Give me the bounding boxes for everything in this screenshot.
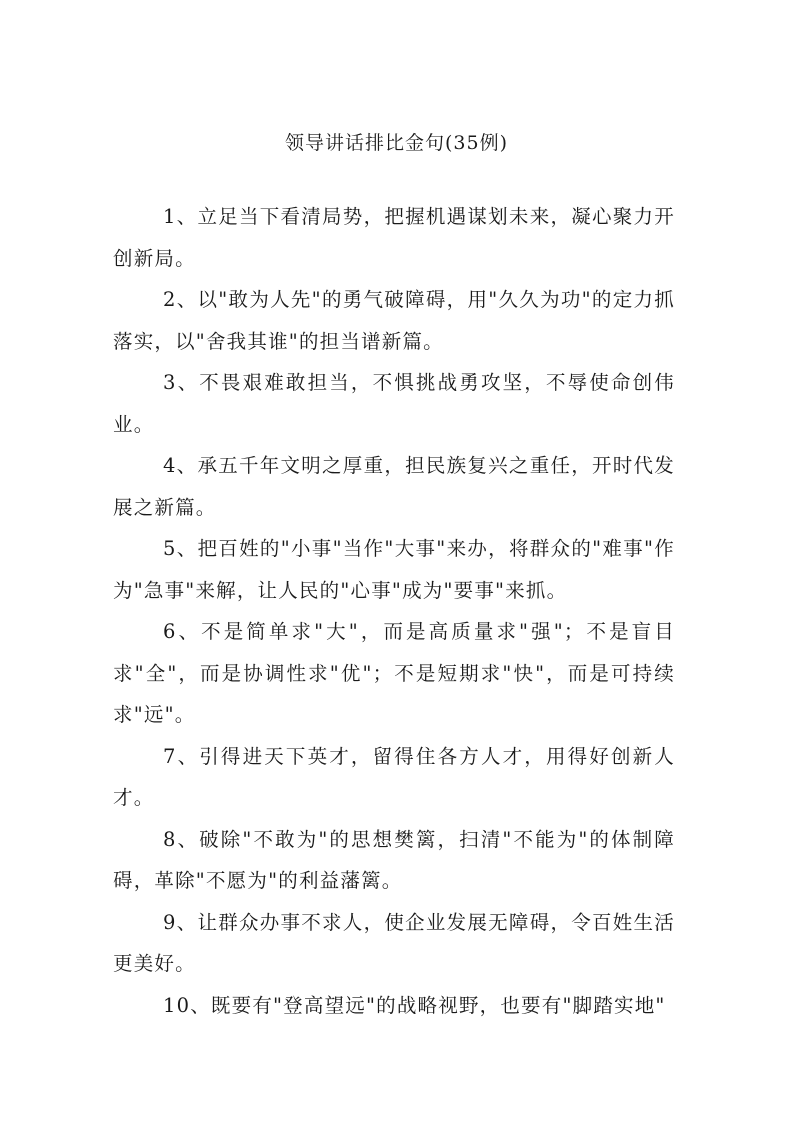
- document-body: [113, 196, 675, 1026]
- paragraph-1: 1、立足当下看清局势，把握机遇谋划未来，凝心聚力开创新局。: [113, 205, 675, 270]
- paragraph-7: 7、引得进天下英才，留得住各方人才，用得好创新人才。: [113, 744, 675, 809]
- paragraph-4: 4、承五千年文明之厚重，担民族复兴之重任，开时代发展之新篇。: [113, 454, 675, 519]
- paragraph-2: 2、以"敢为人先"的勇气破障碍，用"久久为功"的定力抓落实，以"舍我其谁"的担当谱新篇。: [113, 288, 675, 353]
- paragraph-8: 8、破除"不敢为"的思想樊篱，扫清"不能为"的体制障碍，革除"不愿为"的利益藩篱。: [113, 827, 675, 892]
- paragraph-6: 6、不是简单求"大"，而是高质量求"强"；不是盲目求"全"，而是协调性求"优"；不是短期求"快"，而是可持续求"远"。: [113, 620, 675, 726]
- paragraph-3: 3、不畏艰难敢担当，不惧挑战勇攻坚，不辱使命创伟业。: [113, 371, 675, 436]
- document-title: 领导讲话排比金句(35例): [284, 132, 508, 154]
- paragraph-10: 10、既要有"登高望远"的战略视野，也要有"脚踏实地": [163, 993, 666, 1017]
- paragraph-5: 5、把百姓的"小事"当作"大事"来办，将群众的"难事"作为"急事"来解，让人民的"心事"成为"要事"来抓。: [113, 537, 675, 602]
- paragraph-9: 9、让群众办事不求人，使企业发展无障碍，令百姓生活更美好。: [113, 910, 675, 975]
